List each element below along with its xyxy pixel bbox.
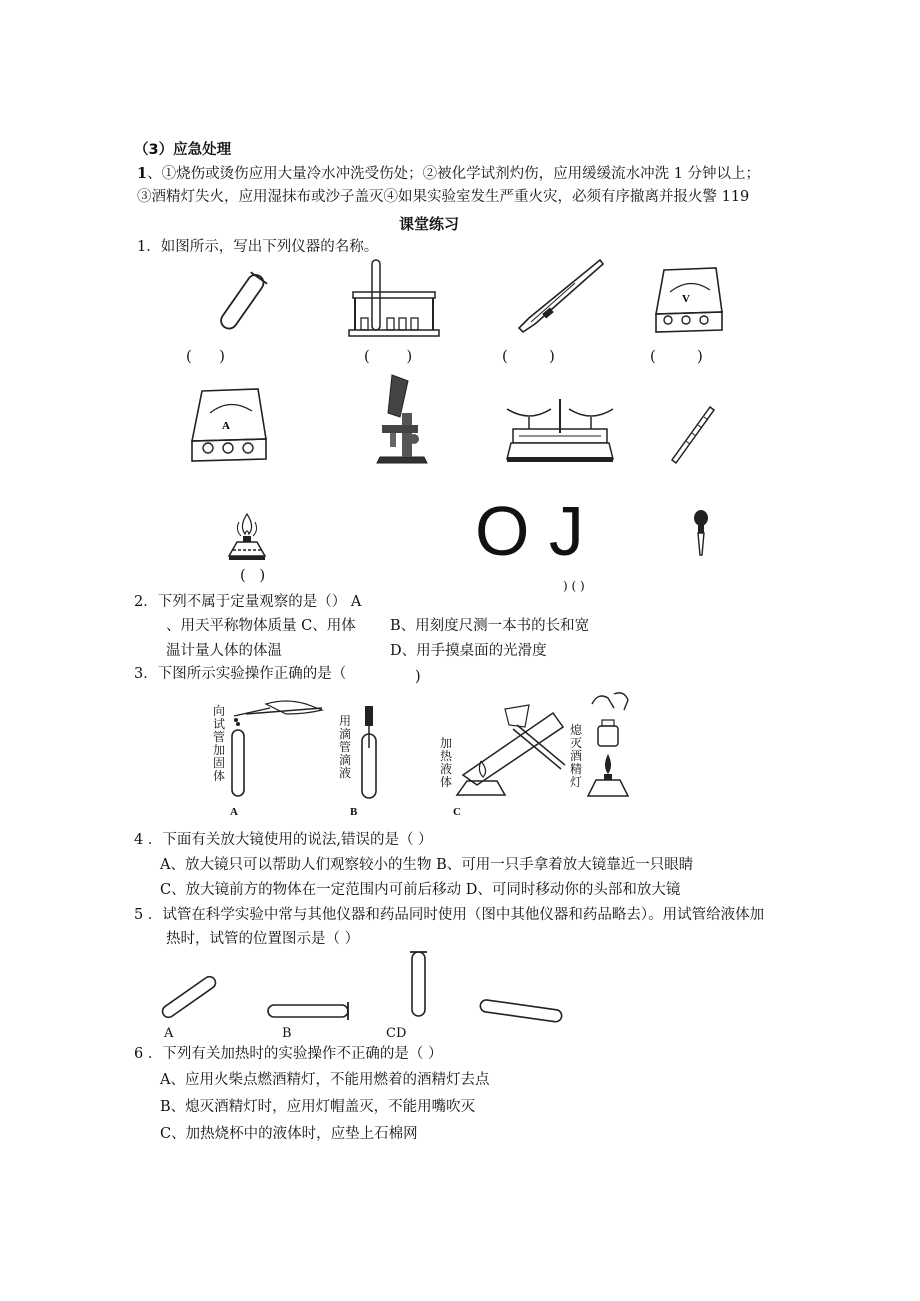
q5-label-cd: CD [386, 1026, 407, 1041]
q3-figure-d [584, 690, 634, 802]
ammeter-label: A [222, 420, 230, 432]
q2-option-a-c: 、用天平称物体质量 C、用体 [166, 618, 356, 634]
q5-tube-d [476, 994, 568, 1028]
answer-bracket-3[interactable]: ( ) [502, 349, 555, 365]
overlay-letters: O J [475, 492, 584, 570]
q1-stem: 1．如图所示，写出下列仪器的名称。 [137, 239, 379, 255]
overlay-tail: ) ( ) [563, 579, 585, 593]
q5-label-a: A [164, 1026, 174, 1041]
q3-label-c: 加热液体 [440, 736, 453, 789]
q3-label-a: 向试管加固体 [213, 704, 226, 783]
q3-figure-a [226, 694, 326, 802]
q3-figure-b [359, 704, 381, 802]
q4-options-ab: A、放大镜只可以帮助人们观察较小的生物 B、可用一只手拿着放大镜靠近一只眼睛 [160, 857, 694, 873]
emergency-line-1-text: 、①烧伤或烫伤应用大量冷水冲洗受伤处；②被化学试剂灼伤，应用缓缓流水冲洗 1 分钟以上； [147, 166, 761, 182]
emergency-line-2: ③酒精灯失火，应用湿抹布或沙子盖灭④如果实验室发生严重火灾，必须有序撤离并报火警 119 [137, 189, 750, 205]
q5-stem-line-2: 热时，试管的位置图示是（ ） [166, 931, 360, 947]
q5-tube-c [408, 948, 430, 1020]
q4-options-cd: C、放大镜前方的物体在一定范围内可前后移动 D、可同时移动你的头部和放大镜 [160, 882, 681, 898]
answer-bracket-4[interactable]: ( ) [650, 349, 703, 365]
q4-stem: 4 ．下面有关放大镜使用的说法,错误的是（ ） [134, 832, 433, 848]
balance-figure [505, 397, 615, 465]
q6-stem: 6 ．下列有关加热时的实验操作不正确的是（ ） [134, 1046, 443, 1062]
q6-option-a: A、应用火柴点燃酒精灯，不能用燃着的酒精灯去点 [160, 1072, 490, 1088]
test-tube-rack-figure [347, 258, 442, 338]
q3-stem-close: ) [415, 669, 421, 685]
emergency-line-1 [137, 165, 760, 183]
voltmeter-label: V [682, 293, 690, 305]
q5-tube-b [266, 1000, 352, 1022]
q5-label-b: B [282, 1026, 292, 1041]
q3-letter-b: B [350, 806, 358, 818]
q2-option-d: D、用手摸桌面的光滑度 [390, 643, 547, 659]
alcohol-lamp-figure [225, 512, 269, 564]
emergency-line-1-number: 1 [137, 165, 148, 182]
glass-rod-figure [668, 405, 718, 467]
q6-option-b: B、熄灭酒精灯时，应用灯帽盖灭，不能用嘴吹灭 [160, 1099, 476, 1115]
q5-stem-line-1: 5 ．试管在科学实验中常与其他仪器和药品同时使用（图中其他仪器和药品略去）。用试管给液体加 [134, 907, 765, 923]
answer-bracket-1[interactable]: ( ) [186, 349, 225, 365]
q3-label-d: 熄灭酒精灯 [570, 723, 583, 789]
q3-label-b: 用滴管滴液 [339, 714, 352, 780]
answer-bracket-2[interactable]: ( ) [364, 349, 413, 365]
q5-tube-a [158, 972, 220, 1022]
ammeter-figure [188, 385, 273, 465]
q2-option-b: B、用刻度尺测一本书的长和宽 [390, 618, 590, 634]
q3-letter-c: C [453, 806, 461, 818]
q3-letter-a: A [230, 806, 238, 818]
test-tube-figure [205, 270, 275, 340]
q2-stem: 2．下列不属于定量观察的是（） A [134, 594, 362, 610]
q2-option-c-cont: 温计量人体的体温 [166, 643, 282, 659]
dropper-figure [690, 509, 712, 559]
q3-stem: 3．下图所示实验操作正确的是（ [134, 666, 347, 682]
answer-bracket-lamp[interactable]: ( ) [240, 568, 266, 584]
practice-title: 课堂练习 [399, 215, 460, 233]
tweezers-figure [515, 258, 605, 338]
q3-figure-c [453, 703, 568, 798]
microscope-figure [372, 373, 432, 465]
q6-option-c: C、加热烧杯中的液体时，应垫上石棉网 [160, 1126, 418, 1142]
voltmeter-figure [650, 262, 725, 337]
section-heading: （3）应急处理 [134, 142, 232, 158]
